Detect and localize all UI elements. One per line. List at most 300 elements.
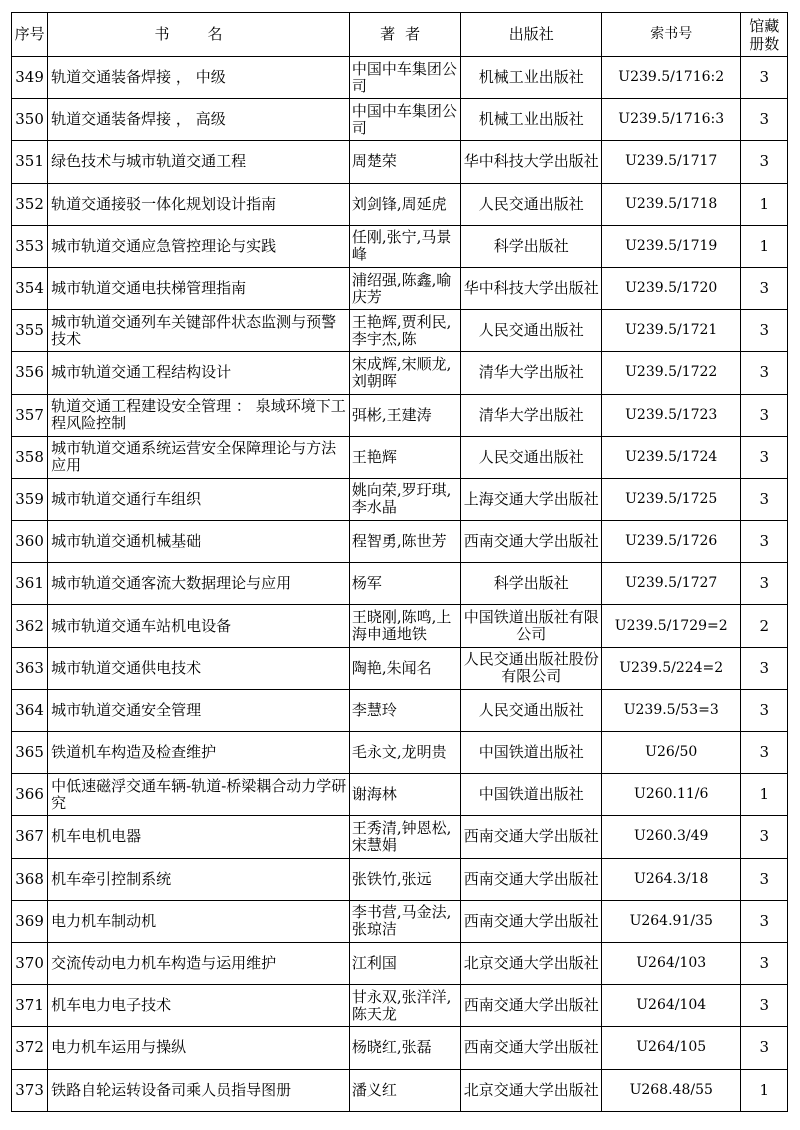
book-author-text: 浦绍强,陈鑫,喻庆芳 (351, 271, 452, 306)
call-number (601, 605, 740, 647)
row-number-text: 351 (15, 153, 44, 171)
row-number-text: 353 (15, 237, 44, 255)
book-title (48, 521, 350, 563)
book-publisher-text: 西南交通大学出版社 (463, 1039, 599, 1057)
row-number (12, 563, 48, 605)
row-number (12, 858, 48, 900)
book-title-text: 轨道交通装备焊接 ， 高级 (51, 111, 226, 129)
book-title-text: 城市轨道交通客流大数据理论与应用 (51, 575, 292, 593)
header-call-number: 索书号 (601, 13, 740, 57)
book-author (349, 605, 461, 647)
row-number (12, 99, 48, 141)
book-author-text: 王晓刚,陈鸣,上海申通地铁 (351, 609, 452, 644)
row-number (12, 689, 48, 731)
row-number (12, 1069, 48, 1111)
call-number-text: U264/105 (636, 1039, 707, 1056)
call-number-text: U260.11/6 (634, 786, 709, 803)
book-title (48, 310, 350, 352)
book-publisher-text: 机械工业出版社 (478, 69, 584, 87)
row-number-text: 361 (15, 575, 44, 593)
book-publisher (461, 689, 602, 731)
book-author-text: 李慧玲 (351, 701, 397, 719)
row-number-text: 364 (15, 701, 44, 719)
book-publisher (461, 141, 602, 183)
call-number (601, 900, 740, 942)
call-number-text: U239.5/1719 (625, 237, 718, 254)
book-publisher-text: 人民交通出版社 (478, 448, 584, 466)
table-row (12, 942, 788, 984)
row-number (12, 267, 48, 309)
table-row (12, 394, 788, 436)
book-title (48, 858, 350, 900)
book-title-text: 电力机车运用与操纵 (51, 1039, 187, 1057)
row-number (12, 225, 48, 267)
row-number (12, 605, 48, 647)
call-number-text: U239.5/1720 (625, 280, 718, 297)
table-row (12, 310, 788, 352)
header-row (12, 13, 788, 57)
copies-count (741, 478, 788, 520)
call-number (601, 563, 740, 605)
book-title-text: 城市轨道交通机械基础 (51, 533, 202, 551)
book-title (48, 942, 350, 984)
book-author (349, 225, 461, 267)
call-number (601, 183, 740, 225)
call-number-text: U239.5/1716:3 (618, 111, 725, 128)
book-title (48, 605, 350, 647)
copies-count (741, 900, 788, 942)
table-row (12, 774, 788, 816)
book-author (349, 310, 461, 352)
book-title-text: 城市轨道交通供电技术 (51, 659, 202, 677)
book-publisher (461, 225, 602, 267)
row-number-text: 359 (15, 490, 44, 508)
call-number-text: U26/50 (645, 744, 698, 761)
book-publisher (461, 1027, 602, 1069)
book-author (349, 816, 461, 858)
book-title-text: 机车电机电器 (51, 828, 142, 846)
book-publisher-text: 西南交通大学出版社 (463, 912, 599, 930)
book-publisher-text: 华中科技大学出版社 (463, 153, 599, 171)
book-author-text: 张铁竹,张远 (351, 870, 432, 888)
copies-count (741, 816, 788, 858)
call-number (601, 141, 740, 183)
book-publisher (461, 394, 602, 436)
row-number (12, 816, 48, 858)
book-title (48, 394, 350, 436)
copies-count-text: 3 (759, 364, 769, 382)
copies-count (741, 267, 788, 309)
book-title-text: 城市轨道交通安全管理 (51, 701, 202, 719)
copies-count-text: 3 (759, 828, 769, 846)
call-number (601, 647, 740, 689)
row-number (12, 647, 48, 689)
call-number (601, 225, 740, 267)
book-author (349, 99, 461, 141)
table-row (12, 816, 788, 858)
row-number-text: 371 (15, 997, 44, 1015)
copies-count-text: 3 (759, 69, 769, 87)
row-number (12, 57, 48, 99)
copies-count (741, 436, 788, 478)
table-row (12, 1069, 788, 1111)
copies-count (741, 858, 788, 900)
row-number-text: 360 (15, 533, 44, 551)
row-number-text: 358 (15, 448, 44, 466)
call-number-text: U264.3/18 (634, 870, 709, 887)
book-title (48, 352, 350, 394)
call-number-text: U264.91/35 (629, 912, 713, 929)
book-title-text: 城市轨道交通电扶梯管理指南 (51, 280, 247, 298)
book-author (349, 942, 461, 984)
header-no: 序号 (12, 13, 48, 57)
table-row (12, 521, 788, 563)
row-number (12, 985, 48, 1027)
row-number-text: 349 (15, 69, 44, 87)
book-publisher (461, 647, 602, 689)
row-number-text: 357 (15, 406, 44, 424)
copies-count-text: 1 (759, 1081, 769, 1099)
book-publisher (461, 183, 602, 225)
copies-count-text: 3 (759, 533, 769, 551)
table-row (12, 605, 788, 647)
book-publisher-text: 科学出版社 (493, 575, 569, 593)
row-number-text: 373 (15, 1081, 44, 1099)
table-row (12, 563, 788, 605)
book-title-text: 轨道交通接驳一体化规划设计指南 (51, 195, 277, 213)
row-number (12, 478, 48, 520)
book-title (48, 1027, 350, 1069)
copies-count-text: 3 (759, 744, 769, 762)
call-number-text: U239.5/1721 (625, 322, 718, 339)
book-title (48, 267, 350, 309)
book-author (349, 647, 461, 689)
book-author-text: 周楚荣 (351, 153, 397, 171)
book-author-text: 王艳辉 (351, 448, 397, 466)
table-row (12, 267, 788, 309)
book-publisher-text: 北京交通大学出版社 (463, 1081, 599, 1099)
book-title-text: 交流传动电力机车构造与运用维护 (51, 955, 277, 973)
book-title (48, 141, 350, 183)
table-row (12, 732, 788, 774)
call-number (601, 57, 740, 99)
table-row (12, 1027, 788, 1069)
row-number (12, 141, 48, 183)
call-number-text: U260.3/49 (634, 828, 709, 845)
copies-count (741, 394, 788, 436)
call-number-text: U239.5/1724 (625, 448, 718, 465)
book-author (349, 141, 461, 183)
book-author (349, 267, 461, 309)
book-publisher-text: 华中科技大学出版社 (463, 280, 599, 298)
book-title-text: 城市轨道交通系统运营安全保障理论与方法应用 (51, 440, 337, 475)
copies-count (741, 1027, 788, 1069)
book-publisher (461, 900, 602, 942)
book-author-text: 李书营,马金法,张琼洁 (351, 904, 452, 939)
book-publisher (461, 605, 602, 647)
book-publisher (461, 436, 602, 478)
copies-count-text: 3 (759, 280, 769, 298)
book-author-text: 杨军 (351, 575, 382, 593)
book-publisher (461, 816, 602, 858)
book-title (48, 816, 350, 858)
table-row (12, 900, 788, 942)
row-number (12, 183, 48, 225)
call-number (601, 478, 740, 520)
book-author (349, 689, 461, 731)
book-title-text: 城市轨道交通行车组织 (51, 490, 202, 508)
book-author-text: 姚向荣,罗玗琪,李水晶 (351, 482, 452, 517)
call-number (601, 1069, 740, 1111)
call-number-text: U239.5/53=3 (623, 701, 719, 718)
book-title (48, 647, 350, 689)
header-copies: 馆藏册数 (741, 13, 788, 57)
book-author (349, 563, 461, 605)
book-publisher (461, 563, 602, 605)
book-author (349, 774, 461, 816)
table-row (12, 57, 788, 99)
book-author-text: 宋成辉,宋顺龙,刘朝晖 (351, 355, 452, 390)
book-author-text: 刘剑锋,周延虎 (351, 195, 447, 213)
call-number-text: U264/103 (636, 955, 707, 972)
book-title (48, 57, 350, 99)
row-number-text: 366 (15, 786, 44, 804)
book-publisher-text: 西南交通大学出版社 (463, 997, 599, 1015)
book-title-text: 机车牵引控制系统 (51, 870, 172, 888)
book-author (349, 352, 461, 394)
row-number (12, 900, 48, 942)
book-publisher (461, 99, 602, 141)
call-number-text: U239.5/1727 (625, 575, 718, 592)
book-title (48, 985, 350, 1027)
call-number (601, 394, 740, 436)
book-publisher-text: 西南交通大学出版社 (463, 828, 599, 846)
row-number-text: 369 (15, 912, 44, 930)
row-number-text: 356 (15, 364, 44, 382)
copies-count-text: 3 (759, 701, 769, 719)
book-publisher-text: 西南交通大学出版社 (463, 870, 599, 888)
book-publisher (461, 985, 602, 1027)
row-number-text: 355 (15, 322, 44, 340)
call-number (601, 985, 740, 1027)
book-publisher (461, 352, 602, 394)
row-number (12, 1027, 48, 1069)
call-number (601, 521, 740, 563)
header-title: 书名 (48, 13, 350, 57)
book-title-text: 轨道交通工程建设安全管理 ： 泉域环境下工程风险控制 (51, 398, 346, 433)
call-number (601, 942, 740, 984)
book-author-text: 中国中车集团公司 (351, 60, 457, 95)
copies-count (741, 183, 788, 225)
book-title (48, 436, 350, 478)
book-author-text: 杨晓红,张磊 (351, 1039, 432, 1057)
book-publisher (461, 1069, 602, 1111)
book-author-text: 王艳辉,贾利民,李宇杰,陈 (351, 313, 452, 348)
copies-count (741, 1069, 788, 1111)
copies-count (741, 310, 788, 352)
copies-count-text: 3 (759, 997, 769, 1015)
book-publisher-text: 机械工业出版社 (478, 111, 584, 129)
header-author: 著者 (349, 13, 461, 57)
book-title (48, 563, 350, 605)
table-row (12, 436, 788, 478)
book-author-text: 王秀清,钟恩松,宋慧娟 (351, 819, 452, 854)
call-number (601, 310, 740, 352)
book-publisher (461, 858, 602, 900)
book-author-text: 弭彬,王建涛 (351, 406, 432, 424)
book-list-table (11, 12, 788, 1112)
book-title (48, 478, 350, 520)
copies-count-text: 3 (759, 322, 769, 340)
book-title-text: 电力机车制动机 (51, 912, 157, 930)
row-number-text: 368 (15, 870, 44, 888)
row-number-text: 367 (15, 828, 44, 846)
copies-count (741, 57, 788, 99)
book-title (48, 225, 350, 267)
book-title-text: 轨道交通装备焊接 ， 中级 (51, 69, 226, 87)
book-publisher (461, 310, 602, 352)
copies-count-text: 3 (759, 575, 769, 593)
table-row (12, 183, 788, 225)
book-author-text: 谢海林 (351, 786, 397, 804)
book-title-text: 城市轨道交通列车关键部件状态监测与预警技术 (51, 313, 337, 348)
copies-count (741, 942, 788, 984)
book-title (48, 689, 350, 731)
call-number (601, 732, 740, 774)
table-row (12, 141, 788, 183)
row-number-text: 352 (15, 195, 44, 213)
copies-count (741, 647, 788, 689)
book-author (349, 858, 461, 900)
copies-count-text: 1 (759, 786, 769, 804)
book-title-text: 城市轨道交通车站机电设备 (51, 617, 232, 635)
book-author (349, 985, 461, 1027)
book-publisher (461, 774, 602, 816)
row-number (12, 732, 48, 774)
copies-count-text: 2 (759, 617, 769, 635)
copies-count-text: 1 (759, 195, 769, 213)
book-author (349, 900, 461, 942)
copies-count-text: 3 (759, 659, 769, 677)
call-number (601, 267, 740, 309)
book-publisher (461, 521, 602, 563)
book-author (349, 183, 461, 225)
copies-count (741, 563, 788, 605)
book-title (48, 732, 350, 774)
book-publisher (461, 267, 602, 309)
copies-count (741, 774, 788, 816)
call-number-text: U239.5/1725 (625, 490, 718, 507)
copies-count (741, 352, 788, 394)
table-row (12, 225, 788, 267)
call-number-text: U239.5/1717 (625, 153, 718, 170)
copies-count-text: 3 (759, 153, 769, 171)
table-row (12, 858, 788, 900)
table-body (12, 57, 788, 1112)
book-author (349, 732, 461, 774)
book-author-text: 江利国 (351, 955, 397, 973)
copies-count (741, 605, 788, 647)
copies-count-text: 3 (759, 1039, 769, 1057)
call-number-text: U264/104 (636, 997, 707, 1014)
table-row (12, 689, 788, 731)
call-number (601, 1027, 740, 1069)
copies-count-text: 1 (759, 237, 769, 255)
book-author (349, 394, 461, 436)
book-publisher (461, 732, 602, 774)
book-publisher-text: 西南交通大学出版社 (463, 533, 599, 551)
call-number-text: U268.48/55 (629, 1081, 713, 1098)
book-publisher-text: 北京交通大学出版社 (463, 955, 599, 973)
call-number-text: U239.5/1729=2 (614, 617, 728, 634)
row-number (12, 436, 48, 478)
call-number (601, 858, 740, 900)
row-number (12, 774, 48, 816)
book-author-text: 甘永双,张洋洋,陈天龙 (351, 988, 452, 1023)
book-author (349, 521, 461, 563)
book-author (349, 1069, 461, 1111)
copies-count-text: 3 (759, 111, 769, 129)
copies-count-text: 3 (759, 448, 769, 466)
call-number-text: U239.5/1716:2 (618, 69, 725, 86)
book-title (48, 183, 350, 225)
copies-count-text: 3 (759, 912, 769, 930)
book-author-text: 潘义红 (351, 1081, 397, 1099)
row-number-text: 363 (15, 659, 44, 677)
row-number-text: 350 (15, 111, 44, 129)
book-author (349, 1027, 461, 1069)
call-number-text: U239.5/224=2 (619, 659, 724, 676)
book-publisher-text: 清华大学出版社 (478, 406, 584, 424)
book-title-text: 城市轨道交通工程结构设计 (51, 364, 232, 382)
call-number (601, 99, 740, 141)
copies-count (741, 689, 788, 731)
book-publisher-text: 中国铁道出版社有限公司 (463, 609, 599, 644)
row-number-text: 354 (15, 280, 44, 298)
call-number (601, 436, 740, 478)
book-title-text: 城市轨道交通应急管控理论与实践 (51, 237, 277, 255)
table-row (12, 352, 788, 394)
copies-count (741, 985, 788, 1027)
book-publisher-text: 科学出版社 (493, 237, 569, 255)
book-author (349, 436, 461, 478)
row-number-text: 370 (15, 955, 44, 973)
book-publisher-text: 上海交通大学出版社 (463, 490, 599, 508)
call-number (601, 689, 740, 731)
call-number (601, 816, 740, 858)
book-title-text: 中低速磁浮交通车辆-轨道-桥梁耦合动力学研究 (51, 777, 347, 812)
copies-count-text: 3 (759, 870, 769, 888)
book-title-text: 铁道机车构造及检查维护 (51, 744, 217, 762)
row-number-text: 372 (15, 1039, 44, 1057)
book-author-text: 程智勇,陈世芳 (351, 533, 447, 551)
book-author-text: 陶艳,朱闻名 (351, 659, 432, 677)
copies-count (741, 141, 788, 183)
row-number (12, 521, 48, 563)
header-publisher: 出版社 (461, 13, 602, 57)
copies-count-text: 3 (759, 406, 769, 424)
row-number (12, 310, 48, 352)
table-row (12, 478, 788, 520)
book-title-text: 绿色技术与城市轨道交通工程 (51, 153, 247, 171)
book-author (349, 57, 461, 99)
book-publisher-text: 人民交通出版社 (478, 701, 584, 719)
copies-count-text: 3 (759, 955, 769, 973)
table-row (12, 647, 788, 689)
table-row (12, 985, 788, 1027)
book-title-text: 铁路自轮运转设备司乘人员指导图册 (51, 1081, 292, 1099)
book-author (349, 478, 461, 520)
